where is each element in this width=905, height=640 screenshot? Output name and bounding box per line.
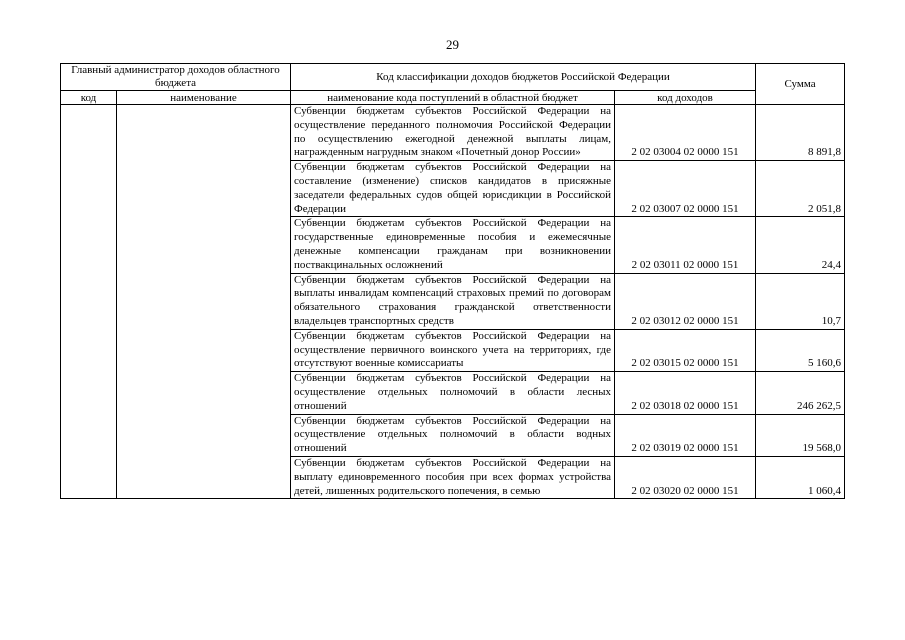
income-description: Субвенции бюджетам субъектов Российской Федерации на выплаты инвалидам компенсаций страховых премий по договорам обязательного страхования гражданской ответственности владельцев транспортных средств: [291, 273, 615, 329]
income-code: 2 02 03019 02 0000 151: [615, 414, 756, 456]
income-code: 2 02 03015 02 0000 151: [615, 329, 756, 371]
table-subheader-row: [61, 91, 845, 105]
income-sum: 19 568,0: [756, 414, 845, 456]
income-description: Субвенции бюджетам субъектов Российской Федерации на составление (изменение) списков кандидатов в присяжные заседатели федеральных судов общей юрисдикции в Российской Федерации: [291, 161, 615, 217]
income-sum: 10,7: [756, 273, 845, 329]
income-description: Субвенции бюджетам субъектов Российской Федерации на выплату единовременного пособия при всех формах устройства детей, лишенных родительского попечения, в семью: [291, 456, 615, 498]
income-sum: 24,4: [756, 217, 845, 273]
header-code: код: [61, 91, 117, 105]
header-classification-group: Код классификации доходов бюджетов Российской Федерации: [291, 64, 756, 91]
income-sum: 246 262,5: [756, 372, 845, 414]
page-number: 29: [446, 37, 459, 52]
income-description: Субвенции бюджетам субъектов Российской Федерации на осуществление переданного полномочия Российской Федерации по осуществлению ежегодной денежной выплаты лицам, награжденным нагрудным знаком «Почетный донор России»: [291, 105, 615, 161]
income-sum: 2 051,8: [756, 161, 845, 217]
income-code: 2 02 03020 02 0000 151: [615, 456, 756, 498]
revenue-table: [60, 63, 845, 499]
income-sum: 5 160,6: [756, 329, 845, 371]
income-description: Субвенции бюджетам субъектов Российской Федерации на осуществление отдельных полномочий в области лесных отношений: [291, 372, 615, 414]
income-sum: 1 060,4: [756, 456, 845, 498]
admin-code-cell: [61, 105, 117, 499]
income-code: 2 02 03004 02 0000 151: [615, 105, 756, 161]
income-code: 2 02 03012 02 0000 151: [615, 273, 756, 329]
header-income-name: наименование кода поступлений в областной бюджет: [291, 91, 615, 105]
income-code: 2 02 03007 02 0000 151: [615, 161, 756, 217]
header-name: наименование: [117, 91, 291, 105]
income-code: 2 02 03011 02 0000 151: [615, 217, 756, 273]
income-code: 2 02 03018 02 0000 151: [615, 372, 756, 414]
income-sum: 8 891,8: [756, 105, 845, 161]
income-description: Субвенции бюджетам субъектов Российской Федерации на государственные единовременные пособия и ежемесячные денежные компенсации гражданам при возникновении поствакцинальных осложнений: [291, 217, 615, 273]
header-sum: Сумма: [756, 64, 845, 105]
header-income-code: код доходов: [615, 91, 756, 105]
income-description: Субвенции бюджетам субъектов Российской Федерации на осуществление первичного воинского учета на территориях, где отсутствуют военные комиссариаты: [291, 329, 615, 371]
header-admin-group: Главный администратор доходов областного бюджета: [61, 64, 291, 91]
table-row: [61, 105, 845, 161]
table-header-row: [61, 64, 845, 91]
income-description: Субвенции бюджетам субъектов Российской Федерации на осуществление отдельных полномочий в области водных отношений: [291, 414, 615, 456]
table-body: [61, 105, 845, 499]
admin-name-cell: [117, 105, 291, 499]
